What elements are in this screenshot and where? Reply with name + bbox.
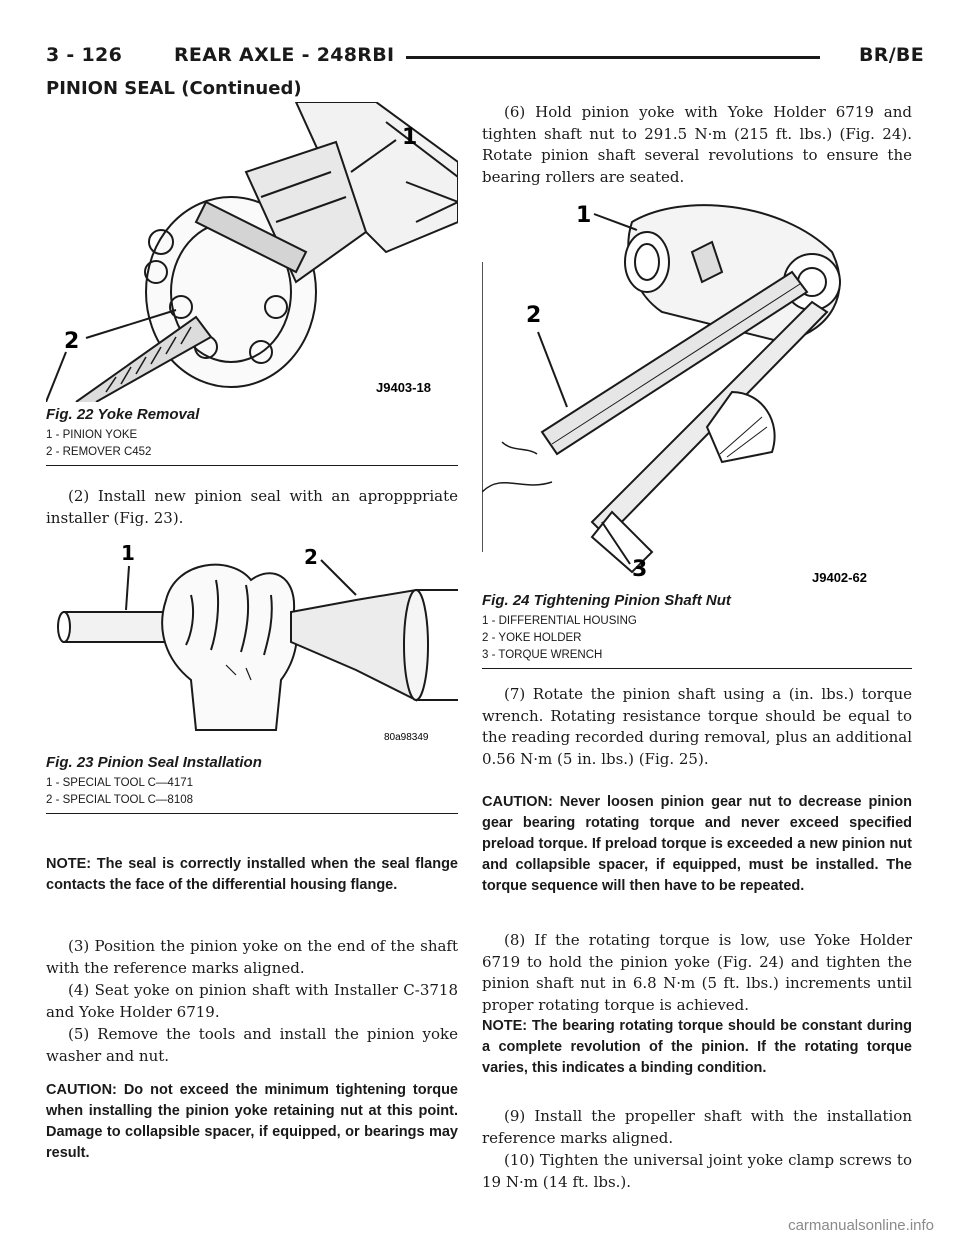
legend-item: 3 - TORQUE WRENCH xyxy=(482,649,603,661)
model-code: BR/BE xyxy=(858,44,924,66)
header-rule xyxy=(406,56,820,59)
figure-legend xyxy=(46,775,458,814)
watermark: carmanualsonline.info xyxy=(788,1217,934,1234)
legend-item: 2 - SPECIAL TOOL C—8108 xyxy=(46,794,194,806)
figure-caption: Fig. 22 Yoke Removal xyxy=(46,406,200,423)
callout-1: 1 xyxy=(121,541,135,565)
pinion-seal-installation-illustration xyxy=(46,540,458,750)
figure-24 xyxy=(482,192,912,669)
step-6: (6) Hold pinion yoke with Yoke Holder 6719 and tighten shaft nut to 291.5 N·m (215 ft. lbs.) (Fig. 24). Rotate pinion shaft several revolutions to ensure the bearing rollers are seated. xyxy=(482,103,912,186)
step-8: (8) If the rotating torque is low, use Yoke Holder 6719 to hold the pinion yoke (Fig. 24) and tighten the pinion shaft nut in 6.8 N·m (5 ft. lbs.) increments until proper rotating torque is achieved. xyxy=(482,931,912,1014)
step-7: (7) Rotate the pinion shaft using a (in. lbs.) torque wrench. Rotating resistance torque should be equal to the reading recorded during removal, plus an additional 0.56 N·m (5 in. lbs.) (Fig. 25). xyxy=(482,685,912,768)
step-3: (3) Position the pinion yoke on the end of the shaft with the reference marks aligned. xyxy=(46,937,458,977)
figure-id: J9403-18 xyxy=(376,380,431,395)
step-9: (9) Install the propeller shaft with the installation reference marks aligned. xyxy=(482,1107,912,1147)
section-title: PINION SEAL (Continued) xyxy=(46,78,302,99)
callout-1: 1 xyxy=(402,125,418,150)
caution-tightening-torque: CAUTION: Do not exceed the minimum tightening torque when installing the pinion yoke retaining nut at this point. Damage to collapsible spacer, if equipped, or bearings may result. xyxy=(46,1082,458,1161)
step-4: (4) Seat yoke on pinion shaft with Installer C-3718 and Yoke Holder 6719. xyxy=(46,981,458,1021)
legend-item: 2 - REMOVER C452 xyxy=(46,446,152,458)
figure-23 xyxy=(46,540,458,814)
callout-2: 2 xyxy=(526,303,542,328)
note-bearing-torque: NOTE: The bearing rotating torque should be constant during a complete revolution of the pinion. If the rotating torque varies, this indicates a binding condition. xyxy=(482,1018,912,1076)
callout-1: 1 xyxy=(576,203,592,228)
step-5: (5) Remove the tools and install the pinion yoke washer and nut. xyxy=(46,1025,458,1065)
caution-preload-torque: CAUTION: Never loosen pinion gear nut to decrease pinion gear bearing rotating torque and never exceed specified preload torque. If preload torque is exceeded a new pinion nut and collapsible spacer, if equipped, must be installed. The torque sequence will then have to be repeated. xyxy=(482,794,912,894)
figure-id: 80a98349 xyxy=(384,732,429,743)
legend-item: 1 - SPECIAL TOOL C—4171 xyxy=(46,777,194,789)
callout-2: 2 xyxy=(304,545,318,569)
legend-item: 2 - YOKE HOLDER xyxy=(482,632,582,644)
page-number: 3 - 126 xyxy=(46,44,123,66)
figure-legend xyxy=(46,427,458,466)
page-header xyxy=(36,40,924,70)
note-seal-installed: NOTE: The seal is correctly installed when the seal flange contacts the face of the differential housing flange. xyxy=(46,856,458,893)
figure-legend xyxy=(482,613,912,669)
step-2: (2) Install new pinion seal with an apropppriate installer (Fig. 23). xyxy=(46,487,458,527)
tightening-pinion-nut-illustration xyxy=(482,192,912,588)
figure-caption: Fig. 23 Pinion Seal Installation xyxy=(46,754,262,771)
callout-2: 2 xyxy=(64,329,80,354)
figure-22 xyxy=(46,102,458,466)
step-10: (10) Tighten the universal joint yoke clamp screws to 19 N·m (14 ft. lbs.). xyxy=(482,1151,912,1191)
figure-id: J9402-62 xyxy=(812,570,867,585)
callout-3: 3 xyxy=(632,557,648,582)
figure-caption: Fig. 24 Tightening Pinion Shaft Nut xyxy=(482,592,731,609)
legend-item: 1 - DIFFERENTIAL HOUSING xyxy=(482,615,637,627)
yoke-removal-illustration xyxy=(46,102,458,402)
page-title: REAR AXLE - 248RBI xyxy=(174,44,395,66)
legend-item: 1 - PINION YOKE xyxy=(46,429,138,441)
